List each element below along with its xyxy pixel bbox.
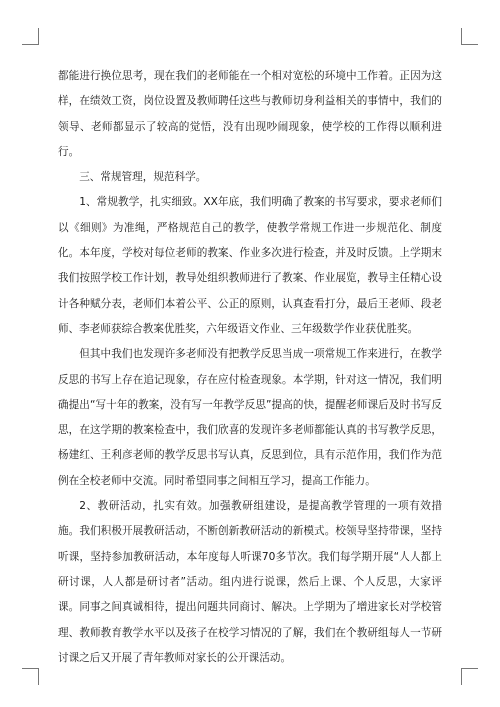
crop-mark-bottom-right xyxy=(461,668,478,685)
paragraph-teaching-reflection: 但其中我们也发现许多老师没有把教学反思当成一项常规工作来进行，在教学反思的书写上存在追记现象，存在应付检查现象。本学期，针对这一情况，我们明确提出“写十年的教案，没有写一年教学反思”提高的快，提醒老师课后及时书写反思，在这学期的教案检查中，我们欣喜的发现许多老师都能认真的书写教学反思，杨建红、王利彦老师的教学反思书写认真，反思到位，具有示范作用，我们作为范例在全校老师中交流。同时希望同事之间相互学习，提高工作能力。 xyxy=(58,348,442,487)
crop-mark-top-right xyxy=(461,28,478,45)
paragraph-teaching-research: 2、教研活动，扎实有效。加强教研组建设，是提高教学管理的一项有效措施。我们积极开展教研活动，不断创新教研活动的新模式。校领导坚持带课，坚持听课，坚持参加教研活动，本年度每人听课70多节次。我们每学期开展“人人都上研讨课，人人都是研讨者”活动。组内进行说课，然后上课、个人反思，大家评课。同事之间真诚相待，提出问题共同商讨、解决。上学期为了增进家长对学校管理、教师教育教学水平以及孩子在校学习情况的了解，我们在个教研组每人一节研讨课之后又开展了青年教师对家长的公开课活动。 xyxy=(58,500,442,664)
crop-mark-bottom-left xyxy=(22,668,39,685)
crop-mark-top-left xyxy=(22,28,39,45)
paragraph-continuation: 都能进行换位思考，现在我们的老师能在一个相对宽松的环境中工作着。正因为这样，在绩效工资，岗位设置及教师聘任这些与教师切身利益相关的事情中，我们的领导、老师都显示了较高的觉悟，没有出现吵闹现象，使学校的工作得以顺利进行。 xyxy=(58,70,442,158)
section-heading-routine-management: 三、常规管理，规范科学。 xyxy=(79,171,207,184)
document-body xyxy=(58,64,442,671)
paragraph-routine-teaching: 1、常规教学，扎实细致。XX年底，我们明确了教案的书写要求，要求老师们以《细则》为准绳，严格规范自己的教学，使教学常规工作进一步规范化、制度化。本年度，学校对每位老师的教案、作业多次进行检查，并及时反馈。上学期末我们按照学校工作计划，教导处组织教师进行了教案、作业展览，教导主任精心设计各种赋分表，老师们本着公平、公正的原则，认真查看打分，最后王老师、段老师、李老师获综合教案优胜奖，六年级语文作业、三年级数学作业获优胜奖。 xyxy=(58,196,442,335)
